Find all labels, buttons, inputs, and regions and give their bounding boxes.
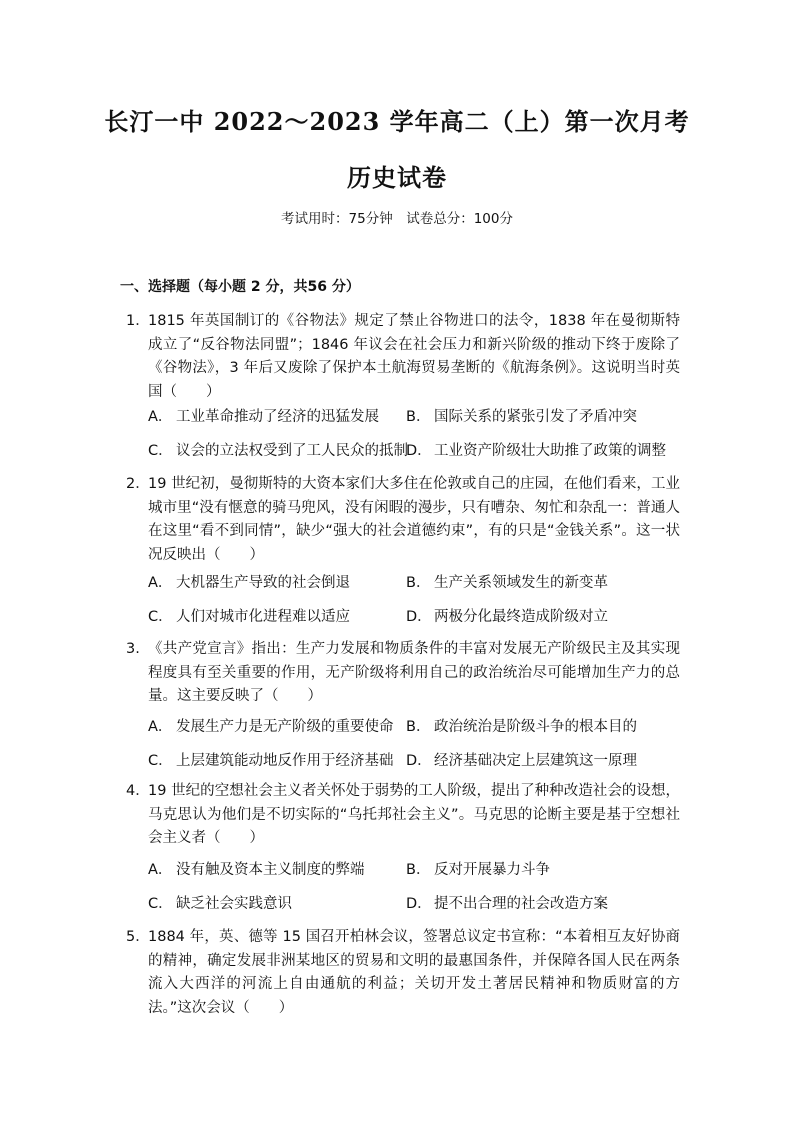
question-3-options: [148, 715, 688, 783]
question-number: 5．: [126, 929, 150, 945]
option-b: B． 生产关系领域发生的新变革: [406, 575, 608, 591]
option-a: A． 没有触及资本主义制度的弊端: [148, 862, 365, 878]
option-b: B． 政治统治是阶级斗争的根本目的: [406, 719, 637, 735]
option-a: A． 工业革命推动了经济的迅猛发展: [148, 409, 379, 425]
exam-title: 长汀一中 2022～2023 学年高二（上）第一次月考: [104, 107, 690, 136]
option-a: A． 发展生产力是无产阶级的重要使命: [148, 719, 394, 735]
question-number: 3.: [126, 641, 140, 657]
question-stem: 《共产党宣言》指出：生产力发展和物质条件的丰富对发展无产阶级民主及其实现程度具有至关重要的作用，无产阶级将利用自己的政治统治尽可能增加生产力的总量。这主要反映了（ ）: [148, 641, 680, 704]
option-c: C． 上层建筑能动地反作用于经济基础: [148, 753, 394, 769]
question-stem: 19 世纪的空想社会主义者关怀处于弱势的工人阶级，提出了种种改造社会的设想，马克思认为他们是不切实际的“乌托邦社会主义”。马克思的论断主要是基于空想社会主义者（ ）: [148, 783, 680, 846]
question-stem: 19 世纪初，曼彻斯特的大资本家们大多住在伦敦或自己的庄园，在他们看来，工业城市里“没有惬意的骑马兜风，没有闲暇的漫步，只有嘈杂、匆忙和杂乱一：普通人在这里“看不到同情”，缺少“强大的社会道德约束”，有的只是“金钱关系”。这一状况反映出（ ）: [148, 476, 680, 563]
subject-title: 历史试卷: [347, 163, 447, 192]
question-5: [120, 926, 680, 1020]
question-number: 1．: [126, 313, 150, 329]
question-2: [120, 473, 680, 567]
option-d: D． 工业资产阶级壮大助推了政策的调整: [406, 443, 666, 459]
question-1-options: [148, 405, 688, 473]
question-number: 4．: [126, 783, 150, 799]
option-c: C． 议会的立法权受到了工人民众的抵制: [148, 443, 408, 459]
option-b: B． 国际关系的紧张引发了矛盾冲突: [406, 409, 637, 425]
option-c: C． 人们对城市化进程难以适应: [148, 609, 350, 625]
question-4-options: [148, 858, 688, 926]
option-d: D． 经济基础决定上层建筑这一原理: [406, 753, 637, 769]
question-4: [120, 780, 680, 851]
option-d: D． 两极分化最终造成阶级对立: [406, 609, 608, 625]
question-stem: 1884 年，英、德等 15 国召开柏林会议，签署总议定书宣称：“本着相互友好协商的精神，确定发展非洲某地区的贸易和文明的最惠国条件，并保障各国人民在两条流入大西洋的河流上自由通航的利益；关切开发土著居民精神和物质财富的方法。”这次会议（ ）: [148, 929, 680, 1016]
question-1: [120, 310, 680, 404]
section-heading: 一、选择题（每小题 2 分，共56 分）: [120, 279, 360, 295]
question-number: 2．: [126, 476, 150, 492]
option-b: B． 反对开展暴力斗争: [406, 862, 550, 878]
option-a: A． 大机器生产导致的社会倒退: [148, 575, 350, 591]
option-c: C． 缺乏社会实践意识: [148, 896, 292, 912]
option-d: D． 提不出合理的社会改造方案: [406, 896, 608, 912]
exam-meta: 考试用时：75分钟 试卷总分：100分: [281, 211, 513, 227]
question-stem: 1815 年英国制订的《谷物法》规定了禁止谷物进口的法令，1838 年在曼彻斯特成立了“反谷物法同盟”；1846 年议会在社会压力和新兴阶级的推动下终于废除了《谷物法》，3 年后又废除了保护本土航海贸易垄断的《航海条例》。这说明当时英国（ ）: [148, 313, 680, 400]
question-2-options: [148, 571, 688, 639]
question-3: [120, 638, 680, 709]
